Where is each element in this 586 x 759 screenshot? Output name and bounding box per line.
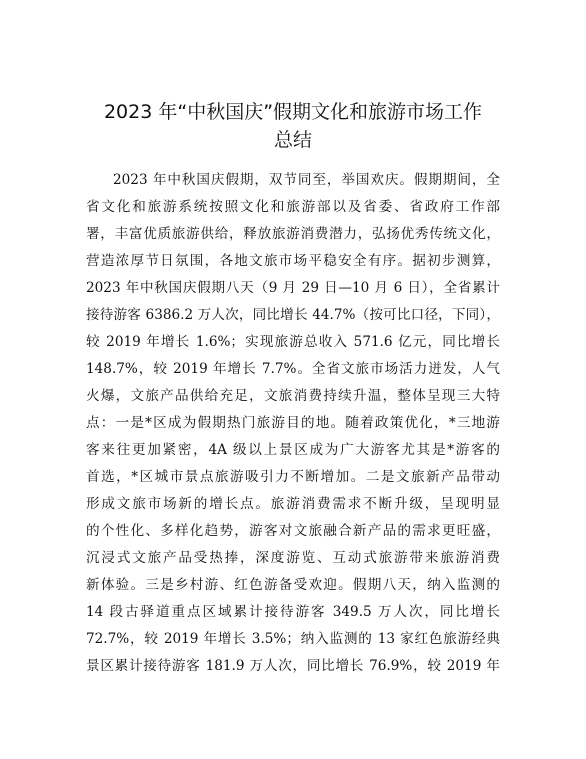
document-body	[86, 167, 500, 680]
body-line: 14 段古驿道重点区域累计接待游客 349.5 万人次，同比增长	[86, 604, 500, 620]
body-line: 2023 年中秋国庆假期，双节同至，举国欢庆。假期期间，全	[113, 172, 500, 188]
body-line: 景区累计接待游客 181.9 万人次，同比增长 76.9%，较 2019 年	[86, 658, 500, 674]
title-line: 2023 年“中秋国庆”假期文化和旅游市场工作	[103, 101, 483, 123]
body-line: 新体验。三是乡村游、红色游备受欢迎。假期八天，纳入监测的	[86, 577, 500, 593]
body-line: 署，丰富优质旅游供给，释放旅游消费潜力，弘扬优秀传统文化，	[86, 226, 500, 242]
title-line: 总结	[273, 129, 312, 151]
body-line: 较 2019 年增长 1.6%；实现旅游总收入 571.6 亿元，同比增长	[86, 334, 500, 350]
body-line: 沉浸式文旅产品受热捧，深度游览、互动式旅游带来旅游消费	[86, 550, 500, 566]
body-line: 形成文旅市场新的增长点。旅游消费需求不断升级，呈现明显	[86, 496, 500, 512]
body-line: 的个性化、多样化趋势，游客对文旅融合新产品的需求更旺盛，	[86, 523, 500, 539]
body-line: 2023 年中秋国庆假期八天（9 月 29 日—10 月 6 日），全省累计	[86, 280, 500, 296]
body-line: 接待游客 6386.2 万人次，同比增长 44.7%（按可比口径，下同），	[86, 307, 500, 323]
body-line: 点：一是*区成为假期热门旅游目的地。随着政策优化，*三地游	[86, 415, 500, 431]
body-line: 省文化和旅游系统按照文化和旅游部以及省委、省政府工作部	[86, 199, 500, 215]
body-line: 72.7%，较 2019 年增长 3.5%；纳入监测的 13 家红色旅游经典	[86, 631, 500, 647]
body-line: 148.7%，较 2019 年增长 7.7%。全省文旅市场活力迸发，人气	[86, 361, 500, 377]
document-title	[78, 98, 508, 154]
body-line: 营造浓厚节日氛围，各地文旅市场平稳安全有序。据初步测算，	[86, 253, 500, 269]
body-line: 火爆，文旅产品供给充足，文旅消费持续升温，整体呈现三大特	[86, 388, 500, 404]
body-line: 首选，*区城市景点旅游吸引力不断增加。二是文旅新产品带动	[86, 469, 500, 485]
body-line: 客来往更加紧密，4A 级以上景区成为广大游客尤其是*游客的	[86, 442, 500, 458]
